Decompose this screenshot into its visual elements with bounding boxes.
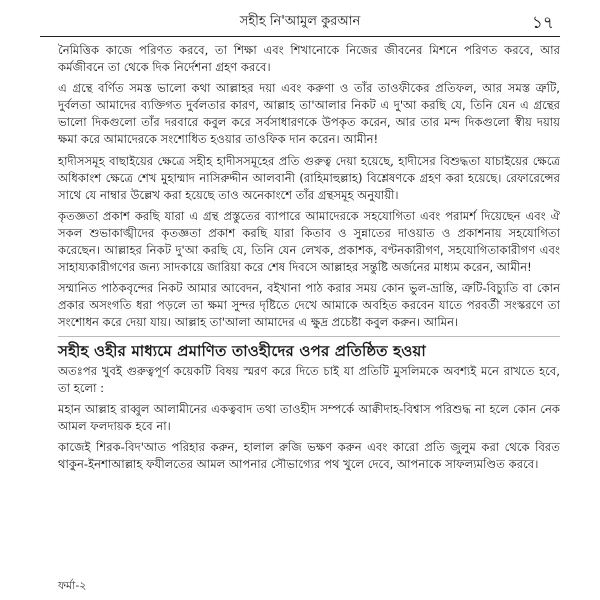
signature-mark: ফর্মা-২	[58, 579, 87, 592]
section-heading: সহীহ ওহীর মাধ্যমে প্রমাণিত তাওহীদের ওপর প্রতিষ্ঠিত হওয়া	[58, 336, 560, 360]
paragraph: নৈমিত্তিক কাজে পরিণত করবে, তা শিক্ষা এবং শিখানোকে নিজের জীবনের মিশনে পরিণত করবে, আর কর্মজীবনে তা থেকে দিক নির্দেশনা গ্রহণ করবে।	[58, 43, 560, 75]
paragraph: মহান আল্লাহ রাব্বুল আলামীনের একত্ববাদ তথা তাওহীদ সম্পর্কে আক্বীদাহ-বিশ্বাস পরিশুদ্ধ না হলে কোন নেক আমল ফলদায়ক হবে না।	[58, 401, 560, 433]
page-header	[40, 10, 560, 37]
page-number: ১৭	[531, 13, 554, 33]
paragraph: কৃতজ্ঞতা প্রকাশ করছি যারা এ গ্রন্থ প্রস্তুতের ব্যাপারে আমাদেরকে সহযোগিতা এবং পরামর্শ দিয়েছেন এবং ঐ সকল শুভাকাঙ্খীদের কৃতজ্ঞতা প্রকাশ করছি যারা কিতাব ও সুন্নাতের দাওয়াত ও প্রকাশনায় সহযোগিতা করেছেন। আল্লাহর নিকট দু'আ করছি যে, তিনি যেন লেখক, প্রকাশক, বণ্টনকারীগণ, সহযোগিতাকারীগণ এবং সাহায্যকারীগণের জন্য সাদকায়ে জারিয়া করে শেষ দিবসে আল্লাহর সন্তুষ্টি অর্জনের মাধ্যম করেন, আমীন!	[58, 208, 560, 275]
paragraph: এ গ্রন্থে বর্ণিত সমস্ত ভালো কথা আল্লাহর দয়া এবং করুণা ও তাঁর তাওফীকের প্রতিফল, আর সমস্ত ত্রুটি, দুর্বলতা আমাদের ব্যক্তিগত দুর্বলতার কারণ, আল্লাহ তা'আলার নিকট এ দু'আ করছি যে, তিনি যেন এ গ্রন্থের ভালো দিকগুলো তাঁর দরবারে কবুল করে সর্বসাধারণকে উপকৃত করেন, আর তার মন্দ দিকগুলো স্বীয় দয়ায় ক্ষমা করে আমাদেরকে সংশোধিত হওয়ার তাওফিক দান করেন। আমীন!	[58, 81, 560, 147]
running-title: সহীহ নি'আমুল কুরআন	[239, 14, 361, 29]
paragraph: অতঃপর খুবই গুরুত্বপূর্ণ কয়েকটি বিষয় স্মরণ করে দিতে চাই যা প্রতিটি মুসলিমকে অবশ্যই মনে রাখতে হবে, তা হলো :	[58, 363, 560, 395]
paragraph: সম্মানিত পাঠকবৃন্দের নিকট আমার আবেদন, বইখানা পাঠ করার সময় কোন ভুল-ভ্রান্তি, ত্রুটি-বিচ্যুতি বা কোন প্রকার অসংগতি ধরা পড়লে তা ক্ষমা সুন্দর দৃষ্টিতে দেখে আমাকে অবহিত করবেন যাতে পরবর্তী সংস্করণে তা সংশোধন করে দেয়া যায়। আল্লাহ তা'আলা আমাদের এ ক্ষুদ্র প্রচেষ্টা কবুল করুন। আমিন।	[58, 281, 560, 330]
paragraph: হাদীসসমূহ বাছাইয়ের ক্ষেত্রে সহীহ হাদীসসমূহের প্রতি গুরুত্ব দেয়া হয়েছে, হাদীসের বিশুদ্ধতা যাচাইয়ের ক্ষেত্রে অধিকাংশ ক্ষেত্রে শেখ মুহাম্মাদ নাসিরুদ্দীন আলবানী (রাহিমাহুল্লাহ) বিশ্লেষণকে গ্রহণ করা হয়েছে। রেফারেন্সের সাথে যে নাম্বার উল্লেখ করা হয়েছে তাও অনেকাংশে তাঁর গ্রন্থসমূহ অনুযায়ী।	[58, 153, 560, 202]
body-text	[58, 42, 560, 477]
paragraph: কাজেই শিরক-বিদ'আত পরিহার করুন, হালাল রুজি ভক্ষণ করুন এবং কারো প্রতি জুলুম করা থেকে বিরত থাকুন-ইনশাআল্লাহ ফযীলতের আমল আপনার সৌভাগ্যের পথ খুলে দেবে, আপনাকে সাফল্যমণ্ডিত করবে।	[58, 439, 560, 472]
